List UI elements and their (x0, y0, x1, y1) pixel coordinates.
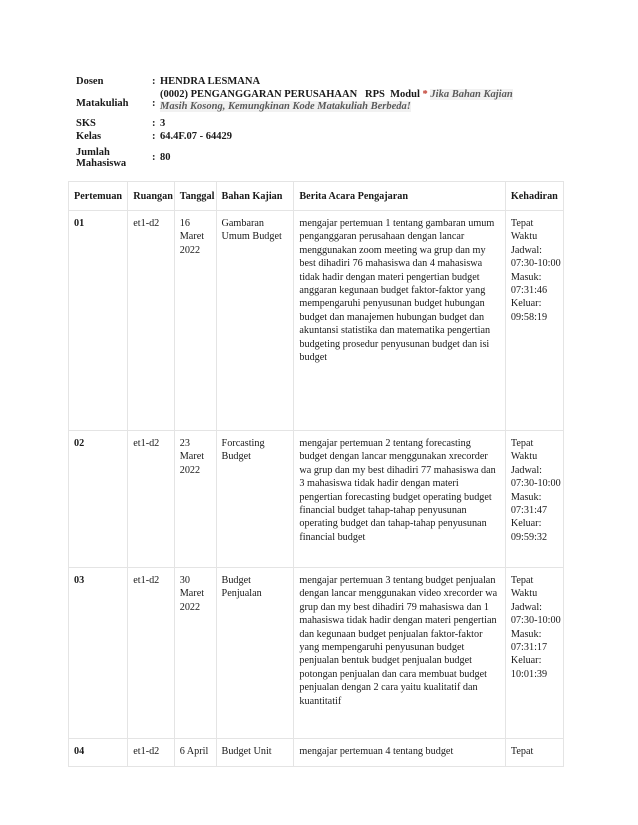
required-star: * (422, 89, 428, 100)
cell-tanggal: 23 Maret 2022 (174, 431, 216, 568)
cell-ruangan: et1-d2 (128, 211, 174, 431)
matakuliah-value (160, 89, 556, 113)
cell-ruangan: et1-d2 (128, 739, 174, 767)
table-row (69, 211, 564, 431)
cell-berita-acara: mengajar pertemuan 2 tentang forecasting budget dengan lancar menggunakan xrecorder wa grup dan my best dihadiri 77 mahasiswa dan 3 mahasiswa tidak hadir dengan materi pengertian forecasting budget operating budget financial budget tahap-tahap penyusunan operating budget dan tahap-tahap penyusunan financial budget (294, 431, 505, 568)
sks-label: SKS (76, 118, 96, 129)
cell-bahan-kajian: Gambaran Umum Budget (216, 211, 294, 431)
cell-kehadiran: Tepat Waktu Jadwal: 07:30-10:00 Masuk: 07:31:47 Keluar: 09:59:32 (505, 431, 563, 568)
sks-value: 3 (160, 118, 166, 129)
jumlah-label: Jumlah Mahasiswa (76, 147, 127, 169)
colon: : (152, 76, 156, 87)
rps-link[interactable]: RPS (365, 89, 385, 100)
cell-ruangan: et1-d2 (128, 568, 174, 739)
warning-note-1: Jika Bahan Kajian (430, 89, 513, 100)
table-row (69, 739, 564, 767)
cell-tanggal: 16 Maret 2022 (174, 211, 216, 431)
cell-berita-acara: mengajar pertemuan 1 tentang gambaran umum penganggaran perusahaan dengan lancar menggunakan zoom meeting wa grup dan my best dihadiri 76 mahasiswa dan 4 mahasiswa tidak hadir dengan materi pengertian budget anggaran kegunaan budget faktor-faktor yang mempengaruhi penyusunan budget hubungan budget dan manajemen hubungan budget dan akuntansi statistika dan matematika pengertian budgeting prosedur penyusunan budget dan isi budget (294, 211, 505, 431)
attendance-table (68, 181, 564, 767)
cell-pertemuan: 01 (69, 211, 128, 431)
table-row (69, 431, 564, 568)
header-tanggal: Tanggal (174, 182, 216, 211)
cell-kehadiran: Tepat Waktu Jadwal: 07:30-10:00 Masuk: 07:31:17 Keluar: 10:01:39 (505, 568, 563, 739)
jumlah-value: 80 (160, 152, 171, 163)
dosen-label: Dosen (76, 76, 104, 87)
cell-pertemuan: 04 (69, 739, 128, 767)
cell-tanggal: 6 April (174, 739, 216, 767)
cell-berita-acara: mengajar pertemuan 4 tentang budget (294, 739, 505, 767)
cell-bahan-kajian: Forcasting Budget (216, 431, 294, 568)
table-header-row (69, 182, 564, 211)
colon: : (152, 97, 156, 109)
cell-tanggal: 30 Maret 2022 (174, 568, 216, 739)
colon: : (152, 152, 156, 163)
cell-kehadiran: Tepat Waktu Jadwal: 07:30-10:00 Masuk: 07:31:46 Keluar: 09:58:19 (505, 211, 563, 431)
course-info (76, 76, 556, 171)
header-berita-acara: Berita Acara Pengajaran (294, 182, 505, 211)
info-row-dosen (76, 76, 556, 89)
matakuliah-label: Matakuliah (76, 97, 129, 109)
warning-note-2: Masih Kosong, Kemungkinan Kode Matakuliah Berbeda! (160, 101, 411, 112)
modul-link[interactable]: Modul (390, 89, 420, 100)
matakuliah-name: (0002) PENGANGGARAN PERUSAHAAN (160, 89, 358, 100)
colon: : (152, 118, 156, 129)
cell-kehadiran: Tepat (505, 739, 563, 767)
info-row-kelas (76, 131, 556, 145)
header-pertemuan: Pertemuan (69, 182, 128, 211)
cell-ruangan: et1-d2 (128, 431, 174, 568)
info-row-jumlah (76, 145, 556, 171)
cell-berita-acara: mengajar pertemuan 3 tentang budget penjualan dengan lancar menggunakan video xrecorder wa grup dan my best dihadiri 79 mahasiswa dan 1 mahasiswa tidak hadir dengan materi pengertian dan kegunaan budget penjualan faktor-faktor yang mempengaruhi penyusunan budget penjualan bentuk budget penjualan budget potongan penjualan dan cara membuat budget penjualan dengan 2 cara yaitu kualitatif dan kuantitatif (294, 568, 505, 739)
cell-pertemuan: 03 (69, 568, 128, 739)
header-bahan-kajian: Bahan Kajian (216, 182, 294, 211)
cell-bahan-kajian: Budget Penjualan (216, 568, 294, 739)
kelas-value: 64.4F.07 - 64429 (160, 131, 232, 142)
cell-bahan-kajian: Budget Unit (216, 739, 294, 767)
kelas-label: Kelas (76, 131, 102, 142)
info-row-sks (76, 118, 556, 131)
header-kehadiran: Kehadiran (505, 182, 563, 211)
info-row-matakuliah (76, 89, 556, 118)
dosen-value: HENDRA LESMANA (160, 76, 261, 87)
colon: : (152, 131, 156, 142)
cell-pertemuan: 02 (69, 431, 128, 568)
table-row (69, 568, 564, 739)
header-ruangan: Ruangan (128, 182, 174, 211)
